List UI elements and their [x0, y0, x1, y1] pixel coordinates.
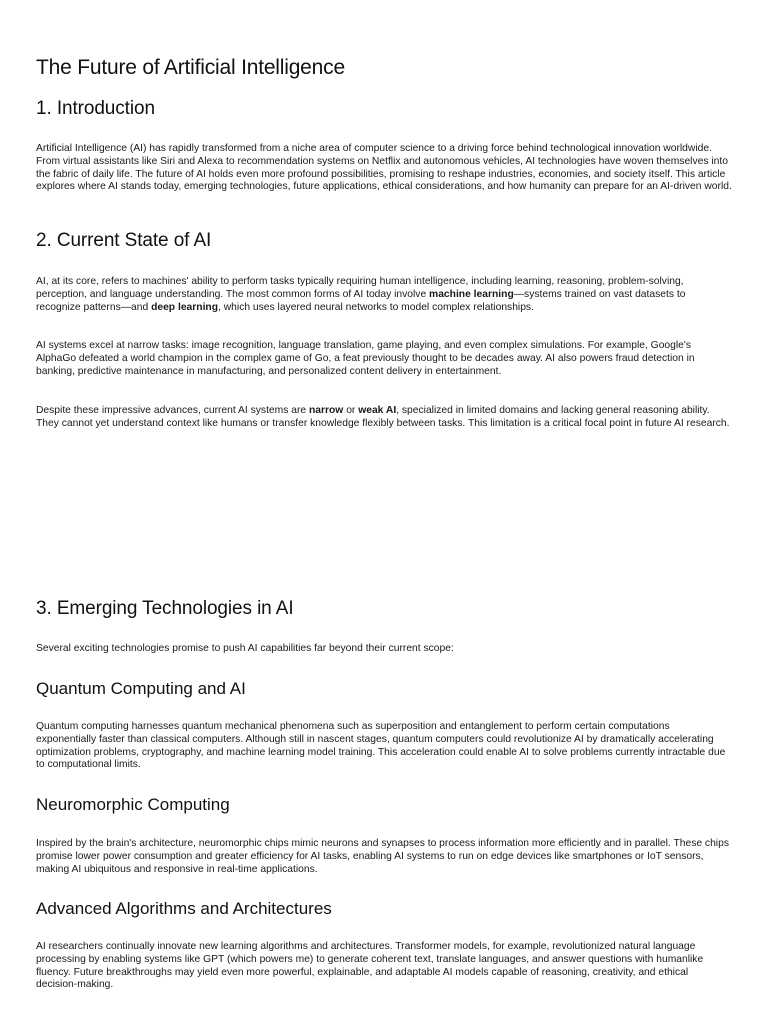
section-heading-emerging-technologies: 3. Emerging Technologies in AI: [36, 598, 294, 619]
text-run: Despite these impressive advances, current AI systems are: [36, 405, 309, 416]
article-title: The Future of Artificial Intelligence: [36, 56, 345, 79]
section-heading-current-state: 2. Current State of AI: [36, 230, 212, 251]
text-run: —systems trained on vast datasets to recognize patterns—and: [36, 288, 686, 313]
text-run: , which uses layered neural networks to model complex relationships.: [218, 301, 534, 313]
bold-term-weak-ai: weak AI: [358, 405, 397, 416]
text-run: AI, at its core, refers to machines' ability to perform tasks typically requiring human intelligence, including learning, reasoning, problem-solving, perception, and language understanding. The most common forms of AI today involve: [36, 276, 684, 300]
subheading-advanced-algorithms: Advanced Algorithms and Architectures: [36, 899, 332, 918]
text-run: or: [343, 405, 359, 416]
current-state-paragraph-3: [36, 405, 732, 431]
bold-term-narrow: narrow: [308, 405, 344, 416]
current-state-paragraph-2: AI systems excel at narrow tasks: image recognition, language translation, game playing, and even complex simulations. For example, Google's AlphaGo defeated a world champion in the complex game of Go, a feat previously thought to be decades away. AI also powers fraud detection in banking, predictive maintenance in manufacturing, and personalized content delivery in entertainment.: [36, 340, 695, 377]
current-state-paragraph-1: [36, 276, 732, 314]
neuromorphic-computing-paragraph: Inspired by the brain's architecture, neuromorphic chips mimic neurons and synapses to process information more efficiently and in parallel. These chips promise lower power consumption and greater efficiency for AI tasks, enabling AI systems to run on edge devices like smartphones or IoT sensors, making AI ubiquitous and responsive in real-time applications.: [36, 838, 729, 875]
introduction-paragraph: Artificial Intelligence (AI) has rapidly transformed from a niche area of computer science to a driving force behind technological innovation worldwide. From virtual assistants like Siri and Alexa to recommendation systems on Netflix and autonomous vehicles, AI technologies have woven themselves into the fabric of daily life. The future of AI holds even more profound possibilities, promising to reshape industries, economies, and society itself. This article explores where AI stands today, emerging technologies, future applications, ethical considerations, and how humanity can prepare for an AI-driven world.: [36, 143, 732, 193]
advanced-algorithms-paragraph: AI researchers continually innovate new learning algorithms and architectures. Transformer models, for example, revolutionized natural language processing by enabling systems like GPT (which powers me) to generate coherent text, translate languages, and answer questions with humanlike fluency. Future breakthroughs may yield even more powerful, explainable, and adaptable AI models capable of reasoning, creativity, and ethical decision-making.: [36, 941, 704, 991]
emerging-technologies-intro: Several exciting technologies promise to push AI capabilities far beyond their current scope:: [36, 643, 454, 654]
quantum-computing-paragraph: Quantum computing harnesses quantum mechanical phenomena such as superposition and entanglement to perform certain computations exponentially faster than classical computers. Although still in nascent stages, quantum computers could revolutionize AI by dramatically accelerating optimization problems, cryptography, and machine learning model training. This acceleration could enable AI to solve problems currently intractable due to computational limits.: [36, 721, 726, 771]
subheading-neuromorphic-computing: Neuromorphic Computing: [36, 795, 230, 814]
text-run: , specialized in limited domains and lacking general reasoning ability. They cannot yet understand context like humans or transfer knowledge flexibly between tasks. This limitation is a critical focal point in future AI research.: [36, 405, 730, 429]
bold-term-deep-learning: deep learning: [151, 301, 219, 313]
section-heading-introduction: 1. Introduction: [36, 98, 155, 119]
subheading-quantum-computing: Quantum Computing and AI: [36, 679, 246, 698]
bold-term-machine-learning: machine learning: [429, 288, 514, 300]
